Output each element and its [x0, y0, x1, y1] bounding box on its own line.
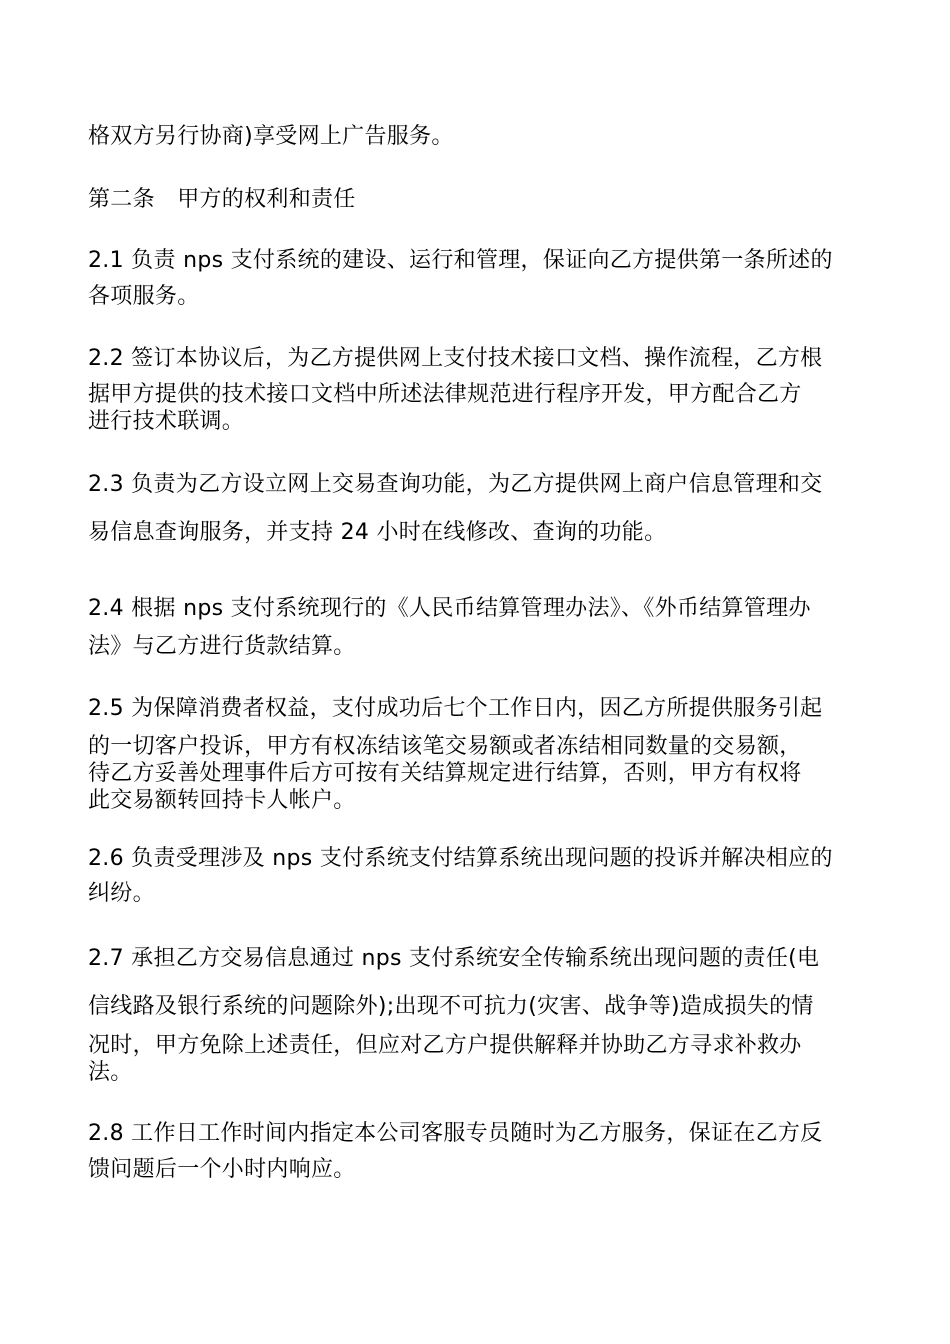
text-line: 纠纷。: [88, 881, 155, 906]
text-line: 易信息查询服务，并支持 24 小时在线修改、查询的功能。: [88, 520, 667, 545]
text-line: 的一切客户投诉，甲方有权冻结该笔交易额或者冻结相同数量的交易额，: [88, 734, 802, 759]
text-line: 2.6 负责受理涉及 nps 支付系统支付结算系统出现问题的投诉并解决相应的: [88, 846, 833, 871]
text-line: 况时，甲方免除上述责任，但应对乙方户提供解释并协助乙方寻求补救办: [88, 1033, 802, 1058]
text-line: 进行技术联调。: [88, 409, 245, 434]
text-line: 2.4 根据 nps 支付系统现行的《人民币结算管理办法》、《外币结算管理办: [88, 596, 811, 621]
text-line: 2.2 签订本协议后，为乙方提供网上支付技术接口文档、操作流程，乙方根: [88, 346, 823, 371]
text-line: 各项服务。: [88, 284, 200, 309]
text-line: 待乙方妥善处理事件后方可按有关结算规定进行结算，否则，甲方有权将: [88, 761, 802, 786]
text-line: 2.1 负责 nps 支付系统的建设、运行和管理，保证向乙方提供第一条所述的: [88, 248, 833, 273]
text-line: 此交易额转回持卡人帐户。: [88, 788, 356, 813]
text-line: 法》与乙方进行货款结算。: [88, 634, 356, 659]
text-line: 2.8 工作日工作时间内指定本公司客服专员随时为乙方服务，保证在乙方反: [88, 1121, 823, 1146]
text-line: 馈问题后一个小时内响应。: [88, 1157, 356, 1182]
text-line: 格双方另行协商)享受网上广告服务。: [88, 124, 454, 149]
section-heading: 第二条 甲方的权利和责任: [88, 187, 356, 212]
text-line: 信线路及银行系统的问题除外);出现不可抗力(灾害、战争等)造成损失的情: [88, 994, 814, 1019]
text-line: 2.7 承担乙方交易信息通过 nps 支付系统安全传输系统出现问题的责任(电: [88, 946, 820, 971]
text-line: 据甲方提供的技术接口文档中所述法律规范进行程序开发，甲方配合乙方: [88, 382, 802, 407]
text-line: 2.3 负责为乙方设立网上交易查询功能，为乙方提供网上商户信息管理和交: [88, 472, 823, 497]
text-line: 法。: [88, 1060, 133, 1085]
text-line: 2.5 为保障消费者权益，支付成功后七个工作日内，因乙方所提供服务引起: [88, 696, 823, 721]
